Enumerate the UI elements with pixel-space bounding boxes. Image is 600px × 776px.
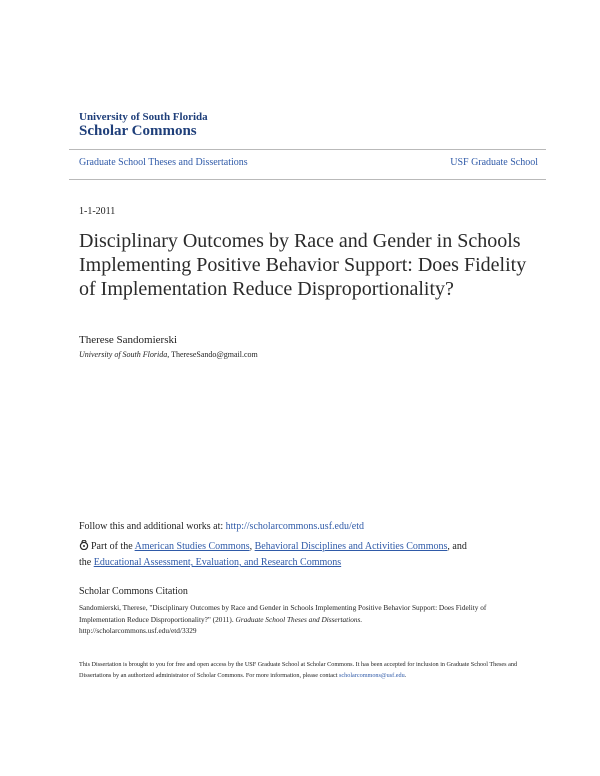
footer-notice [79,659,529,681]
header-rule-bottom [69,179,546,180]
follow-text: Follow this and additional works at: [79,521,226,532]
footer-end: . [404,672,407,679]
follow-url-link[interactable]: http://scholarcommons.usf.edu/etd [225,521,364,532]
part-of-line [79,539,549,571]
behavioral-disciplines-link[interactable]: Behavioral Disciplines and Activities Commons [254,541,448,552]
author-affiliation [79,350,258,359]
educational-assessment-link[interactable]: Educational Assessment, Evaluation, and Research Commons [93,557,342,568]
series-link-theses[interactable]: Graduate School Theses and Dissertations [79,157,248,168]
citation-text: Sandomierski, Therese, "Disciplinary Outcomes by Race and Gender in Schools Implementing Positive Behavior Support: Does Fidelity of Implementation Reduce Disproportionality?" (2011). [79,603,487,624]
header-rule-top [69,149,546,150]
citation-url[interactable]: http://scholarcommons.usf.edu/etd/3329 [79,626,197,635]
document-title: Disciplinary Outcomes by Race and Gender in Schools Implementing Positive Behavior Support: Does Fidelity of Implementation Reduce Disproportionality? [79,230,527,300]
part-of-prefix: Part of the [91,541,135,552]
series-link-graduate-school[interactable]: USF Graduate School [450,157,538,168]
affiliation-name: University of South Florida [79,350,168,359]
citation-body [79,602,529,637]
part-of-sep2: , and [447,541,467,552]
part-of-sep1: , [249,541,255,552]
american-studies-link[interactable]: American Studies Commons [134,541,250,552]
author-email: , ThereseSando@gmail.com [167,350,258,359]
publication-date: 1-1-2011 [79,206,116,217]
author-name: Therese Sandomierski [79,334,178,346]
citation-series: Graduate School Theses and Dissertations. [235,614,363,624]
part-of-sep3: the [79,557,94,568]
follow-line [79,521,549,532]
citation-heading: Scholar Commons Citation [79,586,188,597]
footer-text: This Dissertation is brought to you for free and open access by the USF Graduate School at Scholar Commons. It has been accepted for inclusion in Graduate School Theses and Dissertations by an authorized administrator of Scholar Commons. For more information, please contact [79,661,518,679]
contact-email-link[interactable]: scholarcommons@usf.edu [339,672,405,679]
institution-name: University of South Florida [79,111,208,123]
repository-name[interactable]: Scholar Commons [79,123,197,139]
open-access-icon [79,540,89,550]
